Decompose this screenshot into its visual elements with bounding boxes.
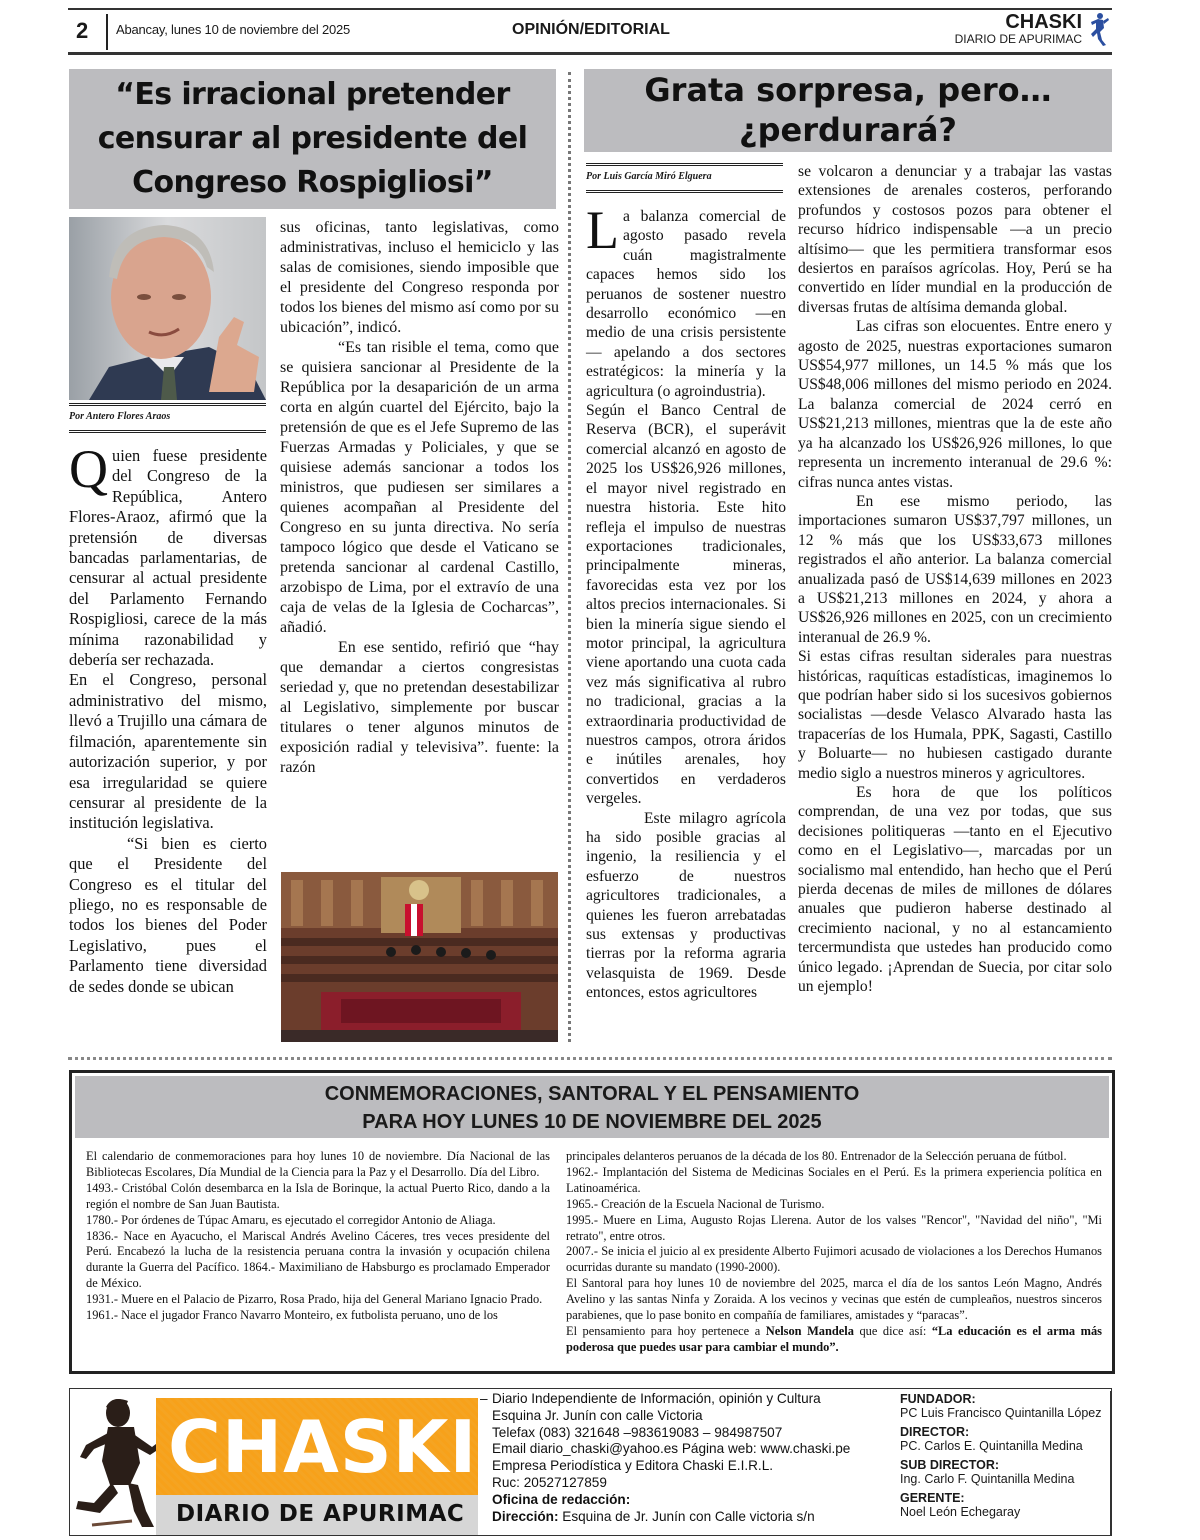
staff-name: Noel León Echegaray [900, 1504, 1021, 1519]
info-line: Ruc: 20527127859 [492, 1474, 607, 1490]
article2-column-1 [586, 200, 786, 1003]
commemorations-title [75, 1076, 1109, 1138]
paragraph: En el Congreso, personal administrativo del mismo, llevó a Trujillo una cámara de filmación, aparentemente sin autorización superior, y por esa irregularidad se quiere censurar al presidente de la institución legislativa. [69, 670, 267, 833]
logo-name: CHASKI [168, 1405, 478, 1489]
entry: 1965.- Creación de la Escuela Nacional de Turismo. [566, 1196, 825, 1211]
entry: 1961.- Nace el jugador Franco Navarro Monteiro, ex futbolista peruano, uno de los [86, 1308, 498, 1323]
paragraph: “Si bien es cierto que el Presidente del Congreso es el titular del pliego, no es responsable de todos los bienes del Poder Legislativo, pues el Parlamento tiene diversidad de sedes donde se ubican [69, 833, 267, 996]
entry: 1836.- Nace en Ayacucho, el Mariscal Andrés Avelino Cáceres, tres veces presidente del Perú. Encabezó la lucha de la resistencia peruana contra la invasión y ocupación chilena durante la Guerra del Pacífico. 1864.- Maximiliano de Habsburgo es proclamado Emperador de México. [86, 1228, 550, 1291]
entry: 2007.- Se inicia el juicio al ex presidente Alberto Fujimori acusado de violaciones a los Derechos Humanos ocurridas durante su mandato (1990-2000). [566, 1244, 1102, 1275]
paragraph: se volcaron a denunciar y a trabajar las vastas extensiones de arenales costeros, perforando profundos y costosos pozos para obtener el recurso hídrico indispensable —a un precio altísimo— que les permitiera transformar esos desiertos en paraísos agrícolas. Hoy, Perú se ha convertido en líder mundial en la producción de diversas frutas de altísima demanda global. [798, 163, 1112, 316]
chaski-runner-logo-icon [72, 1393, 164, 1533]
entry: 1962.- Implantación del Sistema de Medicinas Sociales en el Perú. Es la primera experiencia política en Latinoamérica. [566, 1164, 1102, 1195]
masthead-footer [69, 1388, 1112, 1536]
bullet-dash: – [480, 1391, 488, 1406]
staff-role: SUB DIRECTOR: [900, 1458, 1000, 1472]
staff-role: DIRECTOR: [900, 1425, 970, 1439]
entry: 1931.- Muere en el Palacio de Pizarro, Rosa Prado, hija del General Mariano Ignacio Prado. [86, 1292, 543, 1307]
section-divider [68, 1057, 1112, 1063]
thought-author: Nelson Mandela [765, 1323, 854, 1338]
congress-photo [281, 872, 558, 1042]
article1-headline: “Es irracional pretender censurar al presidente del Congreso Rospigliosi” [69, 69, 556, 209]
paragraph: En ese sentido, refirió que “hay que demandar a ciertos congresistas seriedad y, que no pretendan desestabilizar al Legislativo, simplemente por buscar titulares o tener algunos minutos de exposición radial y televisiva”. fuente: la razón [280, 639, 559, 776]
staff-name: PC. Carlos E. Quintanilla Medina [900, 1438, 1083, 1453]
commemorations-box [69, 1070, 1115, 1374]
staff-name: Ing. Carlo F. Quintanilla Medina [900, 1471, 1075, 1486]
paragraph: “Es tan risible el tema, como que se quisiera sancionar al Presidente de la República por la desaparición de un arma corta en algún cuartel del Ejército, bajo la pretensión de que es el Jefe Supremo de las Fuerzas Armadas y Policiales, y que se quisiese además sancionar a todos los ministros, que pudiesen ser similares a quienes acompañan al Presidente del Congreso en su junta directiva. No sería tampoco lógico que desde el Vaticano se pretenda sancionar al cardenal Castillo, arzobispo de Lima, por el extravío de una caja de velas de la Iglesia de Cocharcas”, añadió. [280, 339, 559, 636]
column-separator [568, 72, 571, 1042]
entry: 1780.- Por órdenes de Túpac Amaru, es ejecutado el corregidor Antonio de Aliaga. [86, 1212, 496, 1227]
entry: El calendario de conmemoraciones para hoy lunes 10 de noviembre. Día Nacional de las Bibliotecas Escolares, Día Mundial de la Ciencia para la Paz y el Desarrollo. Día del Libro. [86, 1149, 550, 1179]
section-title: OPINIÓN/EDITORIAL [512, 21, 670, 38]
info-line: Esquina Jr. Junín con calle Victoria [492, 1407, 703, 1423]
divider [106, 14, 108, 50]
masthead-brand [955, 12, 1082, 46]
thought-intro: El pensamiento para hoy pertenece a [566, 1323, 766, 1338]
office-label: Oficina de redacción: [492, 1491, 631, 1507]
staff-role: FUNDADOR: [900, 1392, 976, 1406]
title-line-1: CONMEMORACIONES, SANTORAL Y EL PENSAMIENTO [324, 1083, 860, 1105]
title-line-2: PARA HOY LUNES 10 DE NOVIEMBRE DEL 2025 [362, 1111, 822, 1133]
paragraph: Si estas cifras resultan siderales para nuestras históricas, raquíticas estadísticas, imaginemos lo que podrían haber sido si los sucesivos gobiernos socialistas —desde Velasco Alvarado hasta las trapacerías de los Humala, PPK, Sagasti, Castillo y Boluarte— no hubiesen castigado durante medio siglo a nuestros mineros y agricultores. [798, 648, 1112, 782]
issue-date: Abancay, lunes 10 de noviembre del 2025 [116, 22, 351, 37]
info-line: Empresa Periodística y Editora Chaski E.I.R.L. [492, 1458, 774, 1474]
brand-subtitle: DIARIO DE APURIMAC [954, 32, 1082, 46]
paragraph: Es hora de que los políticos comprendan, de una vez por todas, que sus decisiones politiqueras —tanto en el Ejecutivo como en el Legislativo—, marcadas por un socialismo mal entendido, han hecho que el Perú pierda decenas de miles de millones de dólares anuales que pudieron haberse destinado al crecimiento nacional, y no al estancamiento tercermundista que ustedes han producido como único legado. ¡Aprendan de Suecia, por citar solo un ejemplo! [798, 784, 1112, 996]
thought-of-the-day [566, 1324, 1102, 1356]
article2-headline: Grata sorpresa, pero… ¿perdurará? [584, 69, 1112, 152]
article1-photo [69, 217, 266, 400]
paragraph: Este milagro agrícola ha sido posible gracias al ingenio, la resiliencia y el esfuerzo de nuestros agricultores tradicionales, a quienes les fueron arrebatadas sus extensas y productivas tierras por la reforma agraria velasquista de 1969. Desde entonces, estos agricultores [586, 809, 786, 1002]
chaski-runner-icon [1088, 12, 1110, 48]
entry: 1995.- Muere en Lima, Augusto Rojas Llerena. Autor de los valses "Rencor", "Navidad del niño", "Mi retrato", entre otros. [566, 1212, 1102, 1243]
drop-cap: L [586, 200, 619, 260]
info-line: Email diario_chaski@yahoo.es Página web: www.chaski.pe [492, 1441, 851, 1457]
entry: El Santoral para hoy lunes 10 de noviembre del 2025, marca el día de los santos León Magno, Andrés Avelino y las santas Ninfa y Zoraida. A los vecinos y vecinas que estén de cumpleaños, nuestros sinceros parabienes, que lo pase bonito en compañía de familiares, amistades y “paracas”. [566, 1276, 1102, 1323]
paragraph: Las cifras son elocuentes. Entre enero y agosto de 2025, nuestras exportaciones sumaron US$54,977 millones, un 14.5 % más que los US$48,006 millones del mismo periodo en 2024. La balanza comercial de 2024 cerró en US$21,213 millones, mientras que la de este año ya ha alcanzado los US$26,926 millones, lo que representa un incremento interanual de 29.6 %: cifras nunca antes vistas. [798, 318, 1112, 491]
staff-role: GERENTE: [900, 1491, 965, 1505]
article2-column-2 [798, 162, 1112, 996]
logo-subtitle: DIARIO DE APURIMAC [176, 1501, 465, 1527]
drop-cap: Q [69, 439, 108, 499]
info-line: Telefax (083) 321648 –983619083 – 984987507 [492, 1424, 783, 1440]
staff-list [900, 1391, 1111, 1535]
page-number: 2 [76, 18, 89, 43]
thought-quote: “La educación es el arma más poderosa que puedes usar para cambiar el mundo”. [566, 1323, 1102, 1354]
paragraph: a balanza comercial de agosto pasado revela cuán magistralmente capaces hemos sido los peruanos de sostener nuestro desarrollo económico —en medio de una crisis persistente— apelando a dos sectores estratégicos: la minería y la agricultura (o agroindustria). [586, 208, 786, 400]
page-header [68, 8, 1112, 55]
article1-column-1 [69, 439, 267, 997]
paragraph: uien fuese presidente del Congreso de la República, Antero Flores-Araoz, afirmó que la pretensión de diversas bancadas parlamentarias, de censurar al actual presidente del Parlamento Fernando Rospigliosi, carece de la más mínima razonabilidad y debería ser rechazada. [69, 446, 267, 670]
entry: 1493.- Cristóbal Colón desembarca en la Isla de Borinque, la actual Puerto Rico, dando a la región el nombre de San Juan Bautista. [86, 1180, 550, 1211]
article2-byline: Por Luis García Miró Elguera [586, 163, 783, 193]
thought-connector: que dice así: [853, 1323, 932, 1338]
logo-title-block [156, 1398, 478, 1495]
entry: principales delanteros peruanos de la década de los 80. Entrenador de la Selección peruana de fútbol. [566, 1149, 1067, 1163]
commemorations-left-column [86, 1149, 550, 1324]
brand-name: CHASKI [1005, 11, 1082, 33]
article1-byline: Por Antero Flores Araos [69, 403, 266, 433]
article1-column-2 [280, 218, 559, 778]
logo-subtitle-block [156, 1495, 478, 1535]
address-label: Dirección: [492, 1508, 559, 1524]
paragraph: Según el Banco Central de Reserva (BCR), el superávit comercial alcanzó en agosto de 2025 los US$26,926 millones, el mayor nivel registrado en nuestra historia. Este hito refleja el impulso de nuestras exportaciones tradicionales, principalmente mineras, favorecidas esta vez por los altos precios internacionales. Si bien la minería sigue siendo el motor principal, la agricultura viene aportando una cuota cada vez más significativa al rubro no tradicional, gracias a la extraordinaria productividad de nuestros campos, otrora áridos e inútiles arenales, hoy convertidos en verdaderos vergeles. [586, 402, 786, 808]
publisher-info [480, 1391, 850, 1525]
paragraph: En ese mismo periodo, las importaciones sumaron US$37,797 millones, un 12 % más que los US$33,673 millones registrados el año anterior. La balanza comercial anualizada pasó de US$14,639 millones en 2023 a US$21,213 millones en 2024, y ahora a US$26,926 millones en 2025, con un crecimiento interanual de 26.9 %. [798, 492, 1112, 646]
staff-name: PC Luis Francisco Quintanilla López [900, 1405, 1102, 1420]
info-line: Diario Independiente de Información, opinión y Cultura [492, 1391, 821, 1406]
commemorations-right-column [566, 1149, 1102, 1356]
paragraph: sus oficinas, tanto legislativas, como administrativas, incluso el hemiciclo y las salas de comisiones, siendo imposible que el presidente del Congreso responda por todos los bienes del mismo así como por su ubicación”, indicó. [280, 219, 559, 336]
address-value: Esquina de Jr. Junín con Calle victoria s/n [558, 1508, 815, 1524]
